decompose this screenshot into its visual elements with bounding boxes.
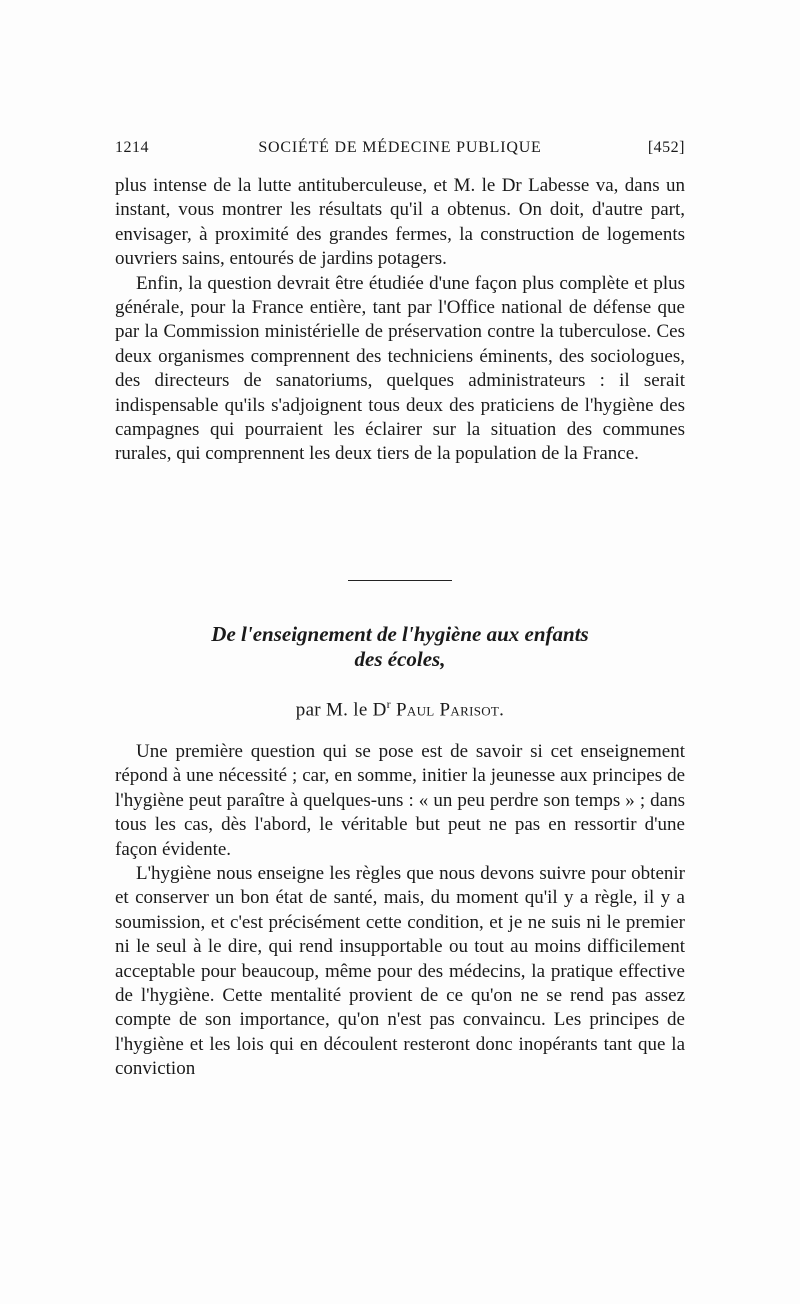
paragraph: L'hygiène nous enseigne les règles que nous devons suivre pour obtenir et conserver un bon état de santé, mais, du moment qu'il y a règle, il y a soumission, et c'est précisément cette condition, et je ne suis ni le premier ni le seul à le dire, qui rend insupportable ou tout au moins difficilement acceptable pour beaucoup, même pour des médecins, la pratique effective de l'hygiène. Cette mentalité provient de ce qu'on ne se rend pas assez compte de son importance, qu'on n'est pas convaincu. Les principes de l'hygiène et les lois qui en découlent resteront donc inopérants tant que la conviction [115,863,685,1080]
paragraph: plus intense de la lutte antituberculeuse, et M. le Dr Labesse va, dans un instant, vous montrer les résultats qu'il a obtenus. On doit, d'autre part, envisager, à proximité des grandes fermes, la construction de logements ouvriers sains, entourés de jardins potagers. [115,175,685,270]
byline-prefix: par M. le D [295,699,387,721]
page-number: 1214 [115,139,149,156]
journal-title: SOCIÉTÉ DE MÉDECINE PUBLIQUE [258,139,542,156]
byline [115,692,685,722]
article-title-line-1: De l'enseignement de l'hygiène aux enfants [211,622,589,646]
article-title [115,622,685,672]
paragraph: Une première question qui se pose est de savoir si cet enseignement répond à une nécessité ; car, en somme, initier la jeunesse aux principes de l'hygiène peut paraître à quelques-uns : « un peu perdre son temps » ; dans tous les cas, dès l'abord, le véritable but peut ne pas en ressortir d'une façon évidente. [115,741,685,860]
article-title-line-2: des écoles, [354,647,446,671]
section-one-text [115,174,685,467]
bracketed-page-number: [452] [647,139,685,156]
byline-author: Paul Parisot. [396,699,505,721]
section-divider [348,580,452,581]
paragraph: Enfin, la question devrait être étudiée d'une façon plus complète et plus générale, pour la France entière, tant par l'Office national de défense que par la Commission ministérielle de préservation contre la tuberculose. Ces deux organismes comprennent des techniciens éminents, des sociologues, des directeurs de sanatoriums, quelques administrateurs : il serait indispensable qu'ils s'adjoignent tous deux des praticiens de l'hygiène des campagnes qui pourraient les éclairer sur la situation des communes rurales, qui comprennent les deux tiers de la population de la France. [115,272,685,465]
section-two-text [115,740,685,1082]
running-head [115,139,685,163]
byline-superscript: r [386,697,391,711]
